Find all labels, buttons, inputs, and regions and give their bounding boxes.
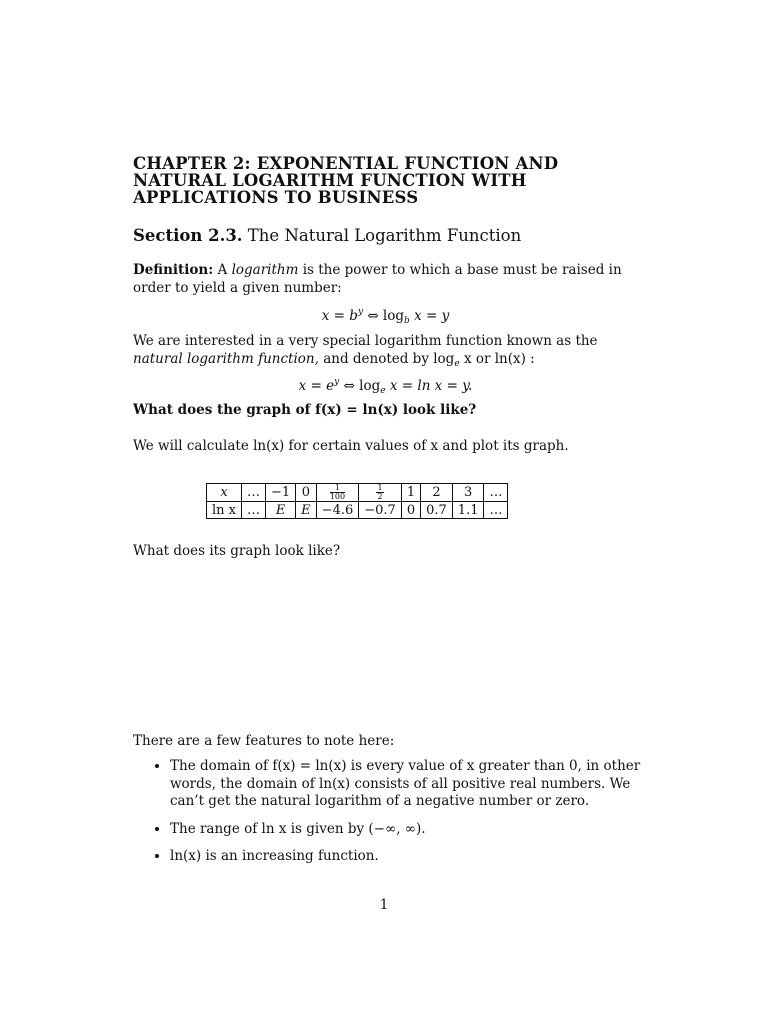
table-cell: … [484, 484, 508, 502]
table-cell: 1 [401, 484, 420, 502]
graph-question-text: What does its graph look like? [133, 543, 341, 559]
calc-text: We will calculate ln(x) for certain values of x and plot its graph. [133, 438, 569, 454]
eq2-sub: e [380, 386, 386, 396]
table-row [207, 484, 508, 502]
intro-tail: x or ln(x) : [459, 350, 535, 367]
eq2-mid: ⇔ log [339, 378, 381, 394]
definition-pre: A [217, 262, 228, 278]
eq2-sup: y [334, 377, 340, 387]
eq2-rhs: x = ln x = y. [385, 378, 473, 394]
table-cell: E [266, 502, 296, 519]
features-intro: There are a few features to note here: [133, 733, 395, 749]
definition-term: logarithm [231, 262, 299, 278]
table-cell: … [242, 502, 266, 519]
chapter-title: CHAPTER 2: EXPONENTIAL FUNCTION AND NATURAL LOGARITHM FUNCTION WITH APPLICATIONS TO BUSINESS [133, 154, 559, 207]
frac-num: 1 [377, 483, 383, 492]
table-cell: 0.7 [421, 502, 453, 519]
definition-paragraph [133, 262, 638, 297]
intro-sub: e [454, 358, 460, 369]
table-cell: … [484, 502, 508, 519]
frac-num: 1 [330, 484, 345, 493]
eq1-sup: y [357, 307, 364, 317]
definition-label: Definition: [133, 262, 214, 278]
eq1-sub: b [404, 316, 410, 326]
section-number: Section 2.3. [133, 226, 243, 245]
eq1-mid: ⇔ log [363, 308, 405, 324]
table-cell: ln x [207, 502, 242, 519]
intro-post: and denoted by log [323, 350, 455, 367]
eq1-rhs: x = y [409, 308, 450, 324]
table-cell: … [242, 484, 266, 502]
table-cell: 2 [421, 484, 453, 502]
intro-term: natural logarithm function, [133, 350, 319, 367]
definition-post: is the power to which a base must be raised in order to yield a given number: [133, 262, 622, 296]
eq1-lhs: x = b [321, 308, 358, 324]
intro-paragraph [133, 333, 638, 373]
list-item: • The range of ln x is given by (−∞, ∞). [170, 821, 658, 839]
table-cell: −0.7 [359, 502, 402, 519]
table-cell: 1.1 [452, 502, 484, 519]
table-cell: E [296, 502, 317, 519]
table-cell: −1 [266, 484, 296, 502]
list-item: • ln(x) is an increasing function. [170, 848, 658, 866]
table-cell: x [207, 484, 242, 502]
table-cell: −4.6 [316, 502, 359, 519]
table-cell-fraction [359, 484, 402, 502]
intro-pre: We are interested in a very special logarithm function known as the [133, 333, 598, 349]
table-cell: 0 [296, 484, 317, 502]
table-row [207, 502, 508, 519]
graph-question-heading: What does the graph of f(x) = ln(x) look like? [133, 402, 477, 418]
equation-natural-log [133, 377, 638, 396]
eq2-lhs: x = e [298, 378, 335, 394]
section-heading [133, 226, 521, 245]
table-cell-fraction [316, 484, 359, 502]
frac-den: 2 [377, 492, 383, 501]
features-list [150, 758, 658, 876]
page-number: 1 [379, 897, 389, 913]
table-cell: 3 [452, 484, 484, 502]
frac-den: 100 [329, 492, 346, 501]
table-cell: 0 [401, 502, 420, 519]
values-table [206, 483, 508, 519]
section-title: The Natural Logarithm Function [247, 226, 522, 245]
list-item: • The domain of f(x) = ln(x) is every value of x greater than 0, in other words, the domain of ln(x) consists of all positive real numbers. We can’t get the natural logarithm of a negative number or zero. [170, 758, 658, 811]
equation-log-base-b [133, 307, 638, 326]
